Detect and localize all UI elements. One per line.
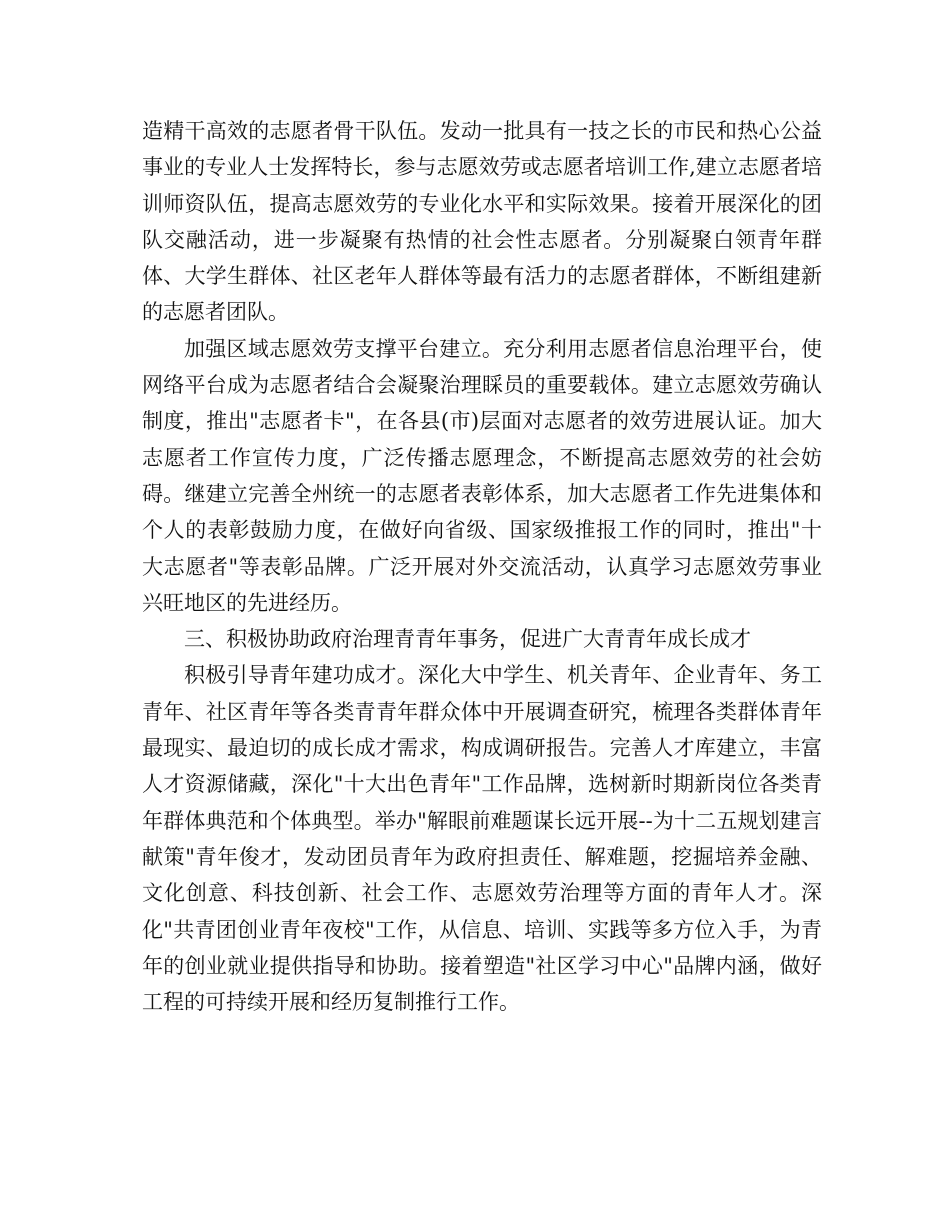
paragraph-support-platform: 加强区域志愿效劳支撑平台建立。充分利用志愿者信息治理平台，使网络平台成为志愿者结合会凝聚治理睬员的重要载体。建立志愿效劳确认制度，推出"志愿者卡"，在各县(市)层面对志愿者的效劳进展认证。加大志愿者工作宣传力度，广泛传播志愿理念，不断提高志愿效劳的社会妨碍。继建立完善全州统一的志愿者表彰体系，加大志愿者工作先进集体和个人的表彰鼓励力度，在做好向省级、国家级推报工作的同时，推出"十大志愿者"等表彰品牌。广泛开展对外交流活动，认真学习志愿效劳事业兴旺地区的先进经历。 xyxy=(142,336,822,615)
section-heading-youth-affairs: 三、积极协助政府治理青青年事务，促进广大青青年成长成才 xyxy=(184,627,751,652)
paragraph-volunteer-team: 造精干高效的志愿者骨干队伍。发动一批具有一技之长的市民和热心公益事业的专业人士发挥特长，参与志愿效劳或志愿者培训工作,建立志愿者培训师资队伍，提高志愿效劳的专业化水平和实际效果。接着开展深化的团队交融活动，进一步凝聚有热情的社会性志愿者。分别凝聚白领青年群体、大学生群体、社区老年人群体等最有活力的志愿者群体，不断组建新的志愿者团队。 xyxy=(142,119,822,325)
paragraph-youth-development: 积极引导青年建功成才。深化大中学生、机关青年、企业青年、务工青年、社区青年等各类青青年群众体中开展调查研究，梳理各类群体青年最现实、最迫切的成长成才需求，构成调研报告。完善人才库建立，丰富人才资源储藏，深化"十大出色青年"工作品牌，选树新时期新岗位各类青年群体典范和个体典型。举办"解眼前难题谋长远开展--为十二五规划建言献策"青年俊才，发动团员青年为政府担责任、解难题，挖掘培养金融、文化创意、科技创新、社会工作、志愿效劳治理等方面的青年人才。深化"共青团创业青年夜校"工作，从信息、培训、实践等多方位入手，为青年的创业就业提供指导和协助。接着塑造"社区学习中心"品牌内涵，做好工程的可持续开展和经历复制推行工作。 xyxy=(142,663,822,1015)
document-body xyxy=(142,113,822,1020)
